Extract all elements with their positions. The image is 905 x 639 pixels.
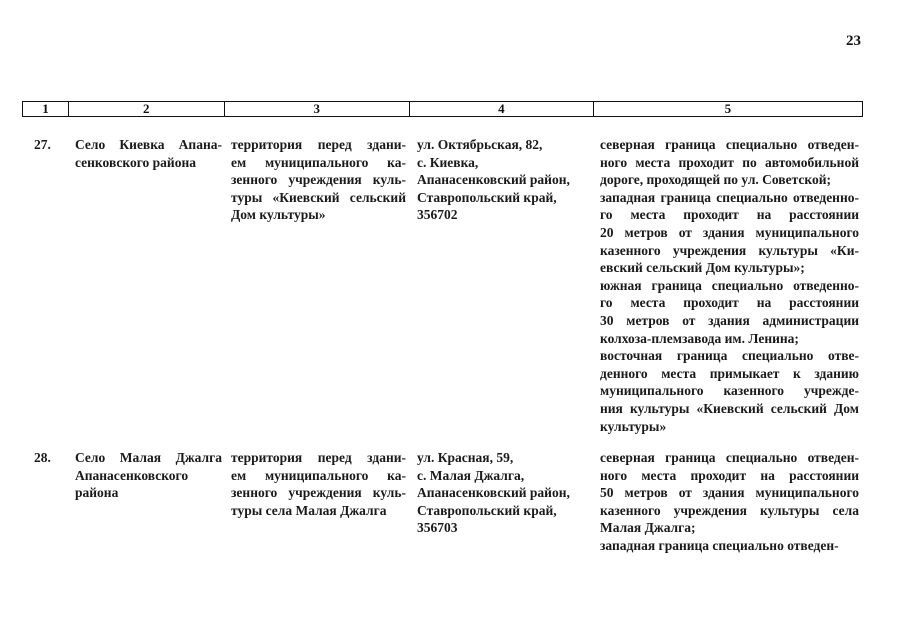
boundary-line: го места проходит на расстоянии: [600, 295, 859, 311]
column-header-4: 4: [410, 102, 594, 116]
settlement-cell: [68, 136, 224, 435]
settlement-cell: [68, 449, 224, 555]
boundary-line: денного места примыкает к зданию: [600, 365, 859, 381]
column-header-2: 2: [69, 102, 225, 116]
address-line: с. Киевка,: [417, 154, 479, 170]
boundary-line: казенного учреждения культуры «Ки-: [600, 242, 859, 258]
boundary-line: 50 метров от здания муниципального: [600, 485, 859, 501]
boundary-line: ного места проходит по автомобильной: [600, 154, 859, 170]
address-line: Ставропольский край,: [417, 189, 557, 205]
page-number: 23: [846, 33, 861, 49]
address-line: ул. Красная, 59,: [417, 450, 514, 465]
territory-line: территория перед здани-: [231, 450, 406, 465]
territory-line: ем муниципального ка-: [231, 154, 406, 170]
settlement-line: Село Киевка Апана-: [75, 137, 222, 152]
table-header-row: [22, 101, 863, 117]
boundary-line: северная граница специально отведен-: [600, 450, 859, 465]
column-header-3: 3: [225, 102, 411, 116]
boundary-line: 30 метров от здания администрации: [600, 312, 859, 328]
boundary-line: дороге, проходящей по ул. Советской;: [600, 172, 832, 188]
boundary-line: культуры»: [600, 418, 667, 434]
address-line: Апанасенковский район,: [417, 485, 570, 501]
boundary-line: восточная граница специально отве-: [600, 348, 859, 364]
territory-line: ем муниципального ка-: [231, 467, 406, 483]
territory-line: Дом культуры»: [231, 207, 326, 223]
address-line: 356703: [417, 520, 458, 536]
boundary-line: 20 метров от здания муниципального: [600, 224, 859, 240]
boundaries-cell: [594, 449, 863, 555]
territory-line: территория перед здани-: [231, 137, 406, 152]
territory-cell: [224, 449, 410, 555]
boundary-line: казенного учреждения культуры села: [600, 502, 859, 518]
territory-line: туры «Киевский сельский: [231, 189, 406, 205]
boundary-line: ния культуры «Киевский сельский Дом: [600, 400, 859, 416]
settlement-line: Апанасенковского: [75, 467, 189, 483]
boundaries-cell: [594, 136, 863, 435]
row-number-cell: [22, 449, 68, 555]
row-number: 27.: [34, 137, 51, 152]
boundary-line: муниципального казенного учрежде-: [600, 383, 859, 399]
address-line: 356702: [417, 207, 458, 223]
boundary-line: го места проходит на расстоянии: [600, 207, 859, 223]
territory-line: туры села Малая Джалга: [231, 502, 387, 518]
settlement-line: Село Малая Джалга: [75, 450, 222, 465]
boundary-line: западная граница специально отведенно-: [600, 189, 859, 205]
boundary-line: западная граница специально отведен-: [600, 537, 839, 553]
address-line: Апанасенковский район,: [417, 172, 570, 188]
table-row: [22, 136, 863, 435]
territory-cell: [224, 136, 410, 435]
address-cell: [410, 449, 594, 555]
boundary-line: южная граница специально отведенно-: [600, 277, 859, 293]
boundary-line: ного места проходит на расстоянии: [600, 467, 859, 483]
column-header-5: 5: [724, 101, 732, 116]
column-header-1: 1: [23, 102, 69, 116]
settlement-line: района: [75, 485, 119, 501]
row-number: 28.: [34, 450, 51, 465]
territory-line: зенного учреждения куль-: [231, 485, 406, 501]
boundary-line: колхоза-племзавода им. Ленина;: [600, 330, 799, 346]
address-line: Ставропольский край,: [417, 502, 557, 518]
boundary-line: северная граница специально отведен-: [600, 137, 859, 152]
boundary-line: Малая Джалга;: [600, 520, 696, 536]
settlement-line: сенковского района: [75, 154, 196, 170]
row-number-cell: [22, 136, 68, 435]
address-line: ул. Октябрьская, 82,: [417, 137, 543, 152]
territory-line: зенного учреждения куль-: [231, 172, 406, 188]
address-cell: [410, 136, 594, 435]
boundary-line: евский сельский Дом культуры»;: [600, 260, 805, 276]
table-row: [22, 449, 863, 555]
address-line: с. Малая Джалга,: [417, 467, 525, 483]
